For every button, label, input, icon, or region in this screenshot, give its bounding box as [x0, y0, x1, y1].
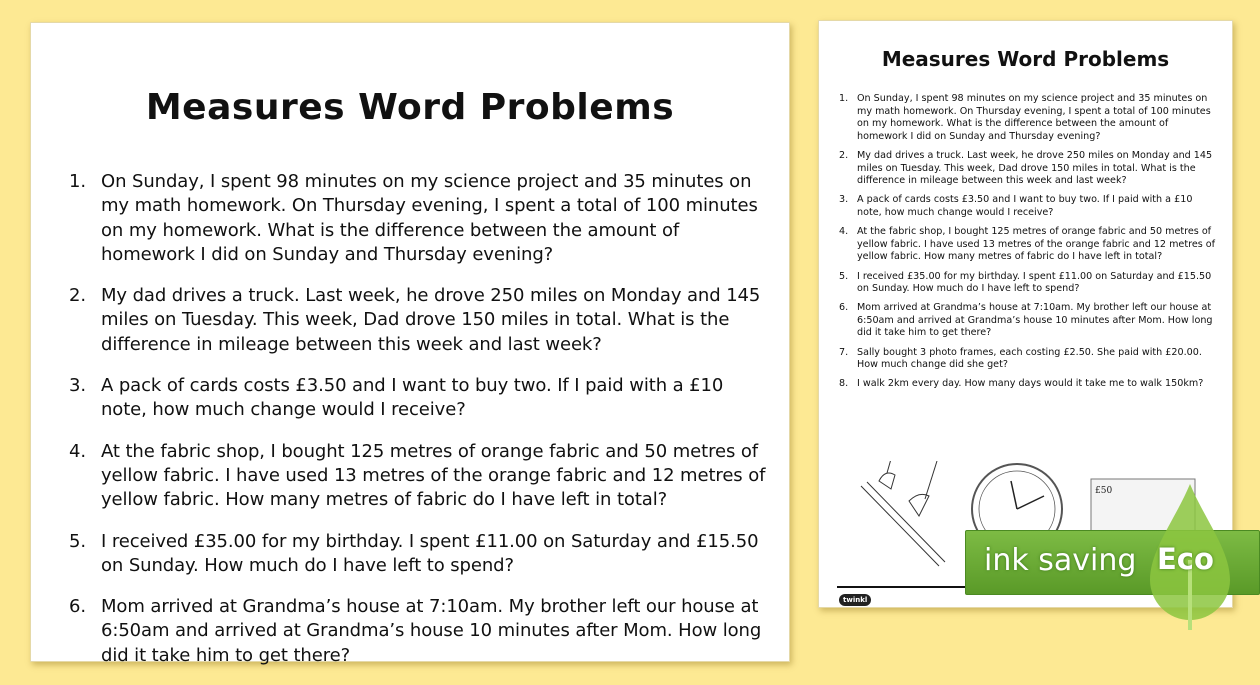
item-number: 2. — [69, 285, 86, 307]
list-item — [839, 194, 1219, 219]
item-text: My dad drives a truck. Last week, he drove 250 miles on Monday and 145 miles on Tuesday. This week, Dad drove 150 miles in total. What is the difference in mileage between this week and last week? — [101, 285, 761, 355]
item-number: 1. — [69, 171, 86, 192]
problem-list — [69, 170, 769, 685]
item-text: Mom arrived at Grandma’s house at 7:10am. My brother left our house at 6:50am and arrived at Grandma’s house 10 minutes after Mom. How long did it take him to get there? — [857, 302, 1213, 339]
eco-label: Eco — [1157, 542, 1214, 576]
list-item — [839, 150, 1219, 188]
item-number: 5. — [69, 530, 86, 552]
item-number: 2. — [839, 149, 849, 161]
page-title: Measures Word Problems — [145, 87, 675, 128]
list-item — [69, 440, 769, 513]
item-text: At the fabric shop, I bought 125 metres of orange fabric and 50 metres of yellow fabric. I have used 13 metres of the orange fabric and 12 metres of yellow fabric. How many metres of fabric do I have left in total? — [101, 440, 766, 511]
item-number: 5. — [839, 270, 849, 282]
list-item — [69, 595, 769, 668]
item-number: 3. — [839, 194, 849, 206]
list-item — [69, 374, 769, 423]
item-number: 4. — [839, 226, 849, 238]
leaf-drop-icon — [1145, 480, 1235, 630]
item-text: On Sunday, I spent 98 minutes on my science project and 35 minutes on my math homework. On Thursday evening, I spent a total of 100 minutes on my homework. What is the difference between the amount of homework I did on Sunday and Thursday evening? — [857, 93, 1211, 142]
item-text: At the fabric shop, I bought 125 metres of orange fabric and 50 metres of yellow fabric. I have used 13 metres of the orange fabric and 12 metres of yellow fabric. How many metres of fabric do I have left in total? — [857, 226, 1216, 263]
list-item — [839, 378, 1219, 391]
item-number: 8. — [839, 378, 849, 390]
item-text: Mom arrived at Grandma’s house at 7:10am. My brother left our house at 6:50am and arrived at Grandma’s house 10 minutes after Mom. How long did it take him to get there? — [101, 596, 762, 666]
item-text: A pack of cards costs £3.50 and I want to buy two. If I paid with a £10 note, how much change would I receive? — [101, 375, 724, 421]
item-text: I walk 2km every day. How many days would it take me to walk 150km? — [857, 378, 1204, 390]
item-text: On Sunday, I spent 98 minutes on my science project and 35 minutes on my math homework. On Thursday evening, I spent a total of 100 minutes on my homework. What is the difference between the amount of homework I did on Sunday and Thursday evening? — [101, 171, 758, 265]
item-text: A pack of cards costs £3.50 and I want to buy two. If I paid with a £10 note, how much change would I receive? — [857, 194, 1193, 218]
item-number: 3. — [69, 375, 86, 397]
item-number: 6. — [839, 302, 849, 314]
item-text: I received £35.00 for my birthday. I spent £11.00 on Saturday and £15.50 on Sunday. How much do I have left to spend? — [857, 270, 1212, 295]
item-text: I received £35.00 for my birthday. I spent £11.00 on Saturday and £15.50 on Sunday. How much do I have left to spend? — [101, 530, 759, 576]
item-text: My dad drives a truck. Last week, he drove 250 miles on Monday and 145 miles on Tuesday. This week, Dad drove 150 miles in total. What is the difference in mileage between this week and last week? — [857, 149, 1213, 187]
list-item — [69, 530, 769, 579]
list-item — [839, 347, 1219, 372]
list-item — [839, 93, 1219, 143]
item-text: Sally bought 3 photo frames, each costing £2.50. She paid with £20.00. How much change did she get? — [857, 346, 1202, 371]
item-number: 7. — [839, 346, 849, 358]
list-item — [839, 302, 1219, 340]
list-item — [839, 271, 1219, 296]
list-item — [839, 226, 1219, 264]
twinkl-logo: twinkl — [839, 594, 871, 606]
worksheet-page-large — [30, 22, 790, 666]
list-item — [69, 170, 769, 267]
ink-saving-label: ink saving — [984, 543, 1137, 578]
list-item — [69, 284, 769, 357]
page-title: Measures Word Problems — [881, 47, 1170, 71]
svg-text:£50: £50 — [1095, 486, 1113, 496]
ruler-hands-icon — [861, 461, 945, 566]
item-number: 1. — [839, 93, 849, 104]
problem-list — [839, 93, 1219, 398]
item-number: 6. — [69, 596, 86, 618]
item-number: 4. — [69, 440, 86, 462]
